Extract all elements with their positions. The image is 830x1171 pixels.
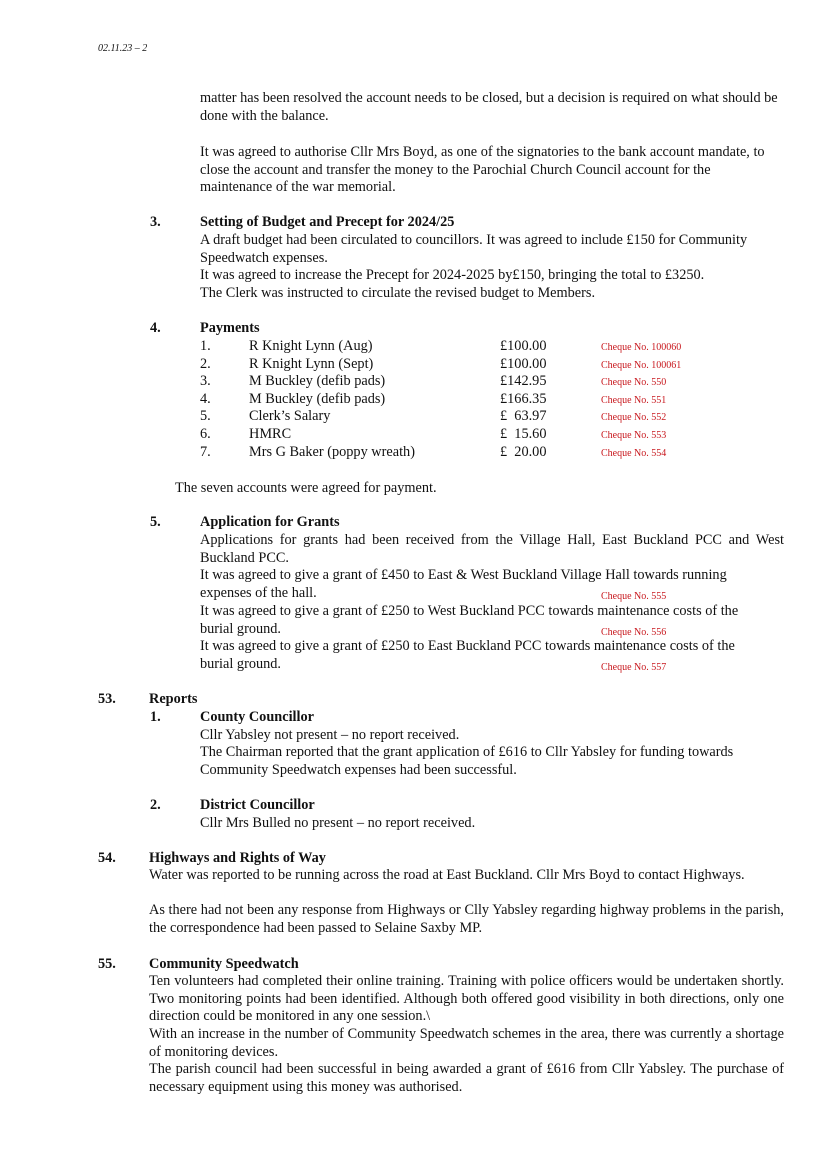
grant-2-line-2: burial ground. <box>200 621 281 637</box>
payment-amount: £166.35 <box>500 390 547 407</box>
payment-cheque: Cheque No. 100061 <box>601 359 682 371</box>
payment-cheque: Cheque No. 552 <box>601 412 667 424</box>
payment-row <box>200 444 760 462</box>
payment-row <box>200 373 760 391</box>
payment-payee: M Buckley (defib pads) <box>249 373 386 390</box>
speedwatch-paragraph-3: The parish council had been successful in being awarded a grant of £616 from Cllr Yabsley. The purchase of necessary equipment using this money was authorised. <box>149 1061 784 1095</box>
payment-number: 7. <box>200 443 211 460</box>
payment-cheque: Cheque No. 554 <box>601 447 667 459</box>
item-53-title: Reports <box>149 691 198 707</box>
payment-amount: £100.00 <box>500 338 547 354</box>
payment-cheque: Cheque No. 100060 <box>601 342 682 353</box>
payment-row <box>200 391 760 409</box>
page-header-ref: 02.11.23 – 2 <box>98 43 148 54</box>
report-1-title: County Councillor <box>200 709 314 725</box>
payments-table <box>200 338 760 461</box>
payment-number: 4. <box>200 390 211 407</box>
report-2-title: District Councillor <box>200 797 315 813</box>
payment-cheque: Cheque No. 550 <box>601 377 667 389</box>
item-3-line-1: A draft budget had been circulated to councillors. It was agreed to include £150 for Community Speedwatch expenses. <box>200 232 748 266</box>
item-3-line-2: It was agreed to increase the Precept for 2024-2025 by£150, bringing the total to £3250. <box>200 267 705 283</box>
grant-3-line-2: burial ground. <box>200 656 281 672</box>
grant-1-cheque: Cheque No. 555 <box>601 591 667 602</box>
item-4-number: 4. <box>150 320 161 336</box>
item-53-number: 53. <box>98 691 116 707</box>
payment-amount: £ 63.97 <box>500 408 547 425</box>
report-2-line-1: Cllr Mrs Bulled no present – no report received. <box>200 815 476 831</box>
report-1-line-1: Cllr Yabsley not present – no report received. <box>200 727 460 743</box>
payment-row <box>200 426 760 444</box>
payment-payee: Mrs G Baker (poppy wreath) <box>249 443 415 460</box>
payment-payee: R Knight Lynn (Aug) <box>249 338 373 354</box>
continued-paragraph-2: It was agreed to authorise Cllr Mrs Boyd, as one of the signatories to the bank account mandate, to close the account and transfer the money to the Parochial Church Council account for the maintenance of the war memorial. <box>200 144 765 195</box>
grant-2-line-1: It was agreed to give a grant of £250 to West Buckland PCC towards maintenance costs of the <box>200 603 739 619</box>
payment-number: 6. <box>200 425 211 442</box>
item-3-line-3: The Clerk was instructed to circulate the revised budget to Members. <box>200 285 596 301</box>
speedwatch-paragraph-1: Ten volunteers had completed their online training. Training with police officers would be undertaken shortly. Two monitoring points had been identified. Although both offered good visibility in both directions, only one direction could be monitored in any one session.\ <box>149 973 784 1024</box>
grant-1-line-2: expenses of the hall. <box>200 585 317 601</box>
item-5-title: Application for Grants <box>200 514 340 530</box>
grant-1-line-1: It was agreed to give a grant of £450 to East & West Buckland Village Hall towards running <box>200 567 727 583</box>
continued-paragraph-1: matter has been resolved the account needs to be closed, but a decision is required on what should be done with the balance. <box>200 90 778 124</box>
report-1-number: 1. <box>150 709 161 725</box>
item-54-title: Highways and Rights of Way <box>149 850 326 866</box>
report-2-number: 2. <box>150 797 161 813</box>
payment-number: 3. <box>200 373 211 390</box>
item-3-number: 3. <box>150 214 161 230</box>
payment-number: 2. <box>200 355 211 372</box>
grant-3-cheque: Cheque No. 557 <box>601 662 667 673</box>
item-55-title: Community Speedwatch <box>149 956 299 972</box>
payment-number: 5. <box>200 408 211 425</box>
payment-row <box>200 356 760 374</box>
payment-payee: HMRC <box>249 425 292 442</box>
speedwatch-paragraph-2: With an increase in the number of Community Speedwatch schemes in the area, there was currently a shortage of monitoring devices. <box>149 1026 784 1060</box>
report-1-line-2: The Chairman reported that the grant application of £616 to Cllr Yabsley for funding towards Community Speedwatch expenses had been successful. <box>200 744 734 778</box>
payment-payee: R Knight Lynn (Sept) <box>249 355 374 372</box>
item-3-title: Setting of Budget and Precept for 2024/25 <box>200 214 455 230</box>
payment-row <box>200 408 760 426</box>
payment-cheque: Cheque No. 551 <box>601 394 667 406</box>
payments-summary: The seven accounts were agreed for payment. <box>175 480 437 496</box>
grant-3-line-1: It was agreed to give a grant of £250 to East Buckland PCC towards maintenance costs of the <box>200 638 735 654</box>
payment-amount: £142.95 <box>500 373 547 390</box>
grants-intro: Applications for grants had been received from the Village Hall, East Buckland PCC and West Buckland PCC. <box>200 532 784 566</box>
item-4-title: Payments <box>200 320 260 336</box>
payment-amount: £100.00 <box>500 355 547 372</box>
highways-paragraph-1: Water was reported to be running across the road at East Buckland. Cllr Mrs Boyd to contact Highways. <box>149 867 745 883</box>
payment-amount: £ 15.60 <box>500 425 547 442</box>
item-55-number: 55. <box>98 956 116 972</box>
item-54-number: 54. <box>98 850 116 866</box>
payment-number: 1. <box>200 338 211 354</box>
payment-row <box>200 338 760 356</box>
payment-cheque: Cheque No. 553 <box>601 429 667 441</box>
payment-payee: M Buckley (defib pads) <box>249 390 386 407</box>
grant-2-cheque: Cheque No. 556 <box>601 627 667 638</box>
highways-paragraph-2: As there had not been any response from Highways or Clly Yabsley regarding highway problems in the parish, the correspondence had been passed to Selaine Saxby MP. <box>149 902 784 936</box>
payment-payee: Clerk’s Salary <box>249 408 331 425</box>
item-5-number: 5. <box>150 514 161 530</box>
payment-amount: £ 20.00 <box>500 443 547 460</box>
